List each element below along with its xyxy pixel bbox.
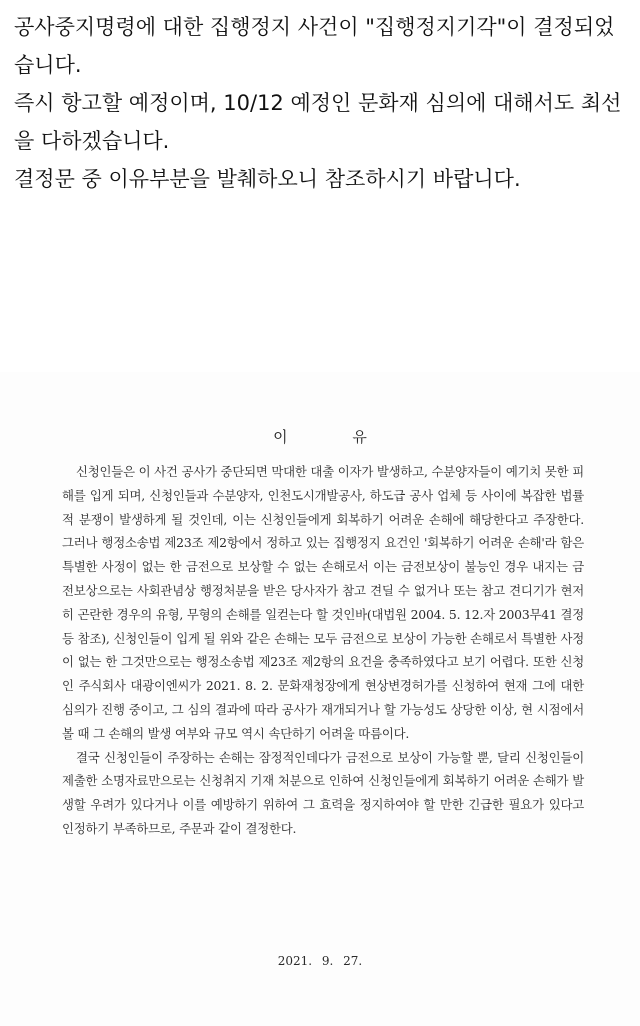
post-paragraph: 공사중지명령에 대한 집행정지 사건이 "집행정지기각"이 결정되었습니다.	[14, 15, 615, 77]
scanned-document	[0, 372, 640, 1026]
document-title: 이 유	[273, 428, 397, 446]
document-paragraph: 결국 신청인들이 주장하는 손해는 잠정적인데다가 금전으로 보상이 가능할 뿐, 달리 신청인들이 제출한 소명자료만으로는 신청취지 기재 처분으로 인하여 신청인들에게 회복하기 어려운 손해가 발생할 우려가 있다거나 이를 예방하기 위하여 그 효력을 정지하여야 할 만한 긴급한 필요가 있다고 인정하기 부족하므로, 주문과 같이 결정한다.	[62, 749, 584, 836]
post-paragraph: 결정문 중 이유부분을 발췌하오니 참조하시기 바랍니다.	[14, 167, 521, 191]
document-date: 2021. 9. 27.	[277, 954, 363, 968]
document-body	[62, 460, 584, 841]
post-paragraph: 즉시 항고할 예정이며, 10/12 예정인 문화재 심의에 대해서도 최선을 다하겠습니다.	[14, 91, 622, 153]
post-text	[14, 8, 628, 198]
document-paragraph: 신청인들은 이 사건 공사가 중단되면 막대한 대출 이자가 발생하고, 수분양자들이 예기치 못한 피해를 입게 되며, 신청인들과 수분양자, 인천도시개발공사, 하도급 공사 업체 등 사이에 복잡한 법률적 분쟁이 발생하게 될 것인데, 이는 신청인들에게 회복하기 어려운 손해에 해당한다고 주장한다. 그러나 행정소송법 제23조 제2항에서 정하고 있는 집행정지 요건인 '회복하기 어려운 손해'라 함은 특별한 사정이 없는 한 금전으로 보상할 수 없는 손해로서 이는 금전보상이 불능인 경우 내지는 금전보상으로는 사회관념상 행정처분을 받은 당사자가 참고 견딜 수 없거나 또는 참고 견디기가 현저히 곤란한 경우의 유형, 무형의 손해를 일컫는다 할 것인바(대법원 2004. 5. 12.자 2003무41 결정 등 참조), 신청인들이 입게 될 위와 같은 손해는 모두 금전으로 보상이 가능한 손해로서 특별한 사정이 없는 한 그것만으로는 행정소송법 제23조 제2항의 요건을 충족하였다고 보기 어렵다. 또한 신청인 주식회사 대광이엔씨가 2021. 8. 2. 문화재청장에게 현상변경허가를 신청하여 현재 그에 대한 심의가 진행 중이고, 그 심의 결과에 따라 공사가 재개되거나 할 가능성도 상당한 이상, 현 시점에서 볼 때 그 손해의 발생 여부와 규모 역시 속단하기 어려울 따름이다.	[62, 464, 584, 741]
